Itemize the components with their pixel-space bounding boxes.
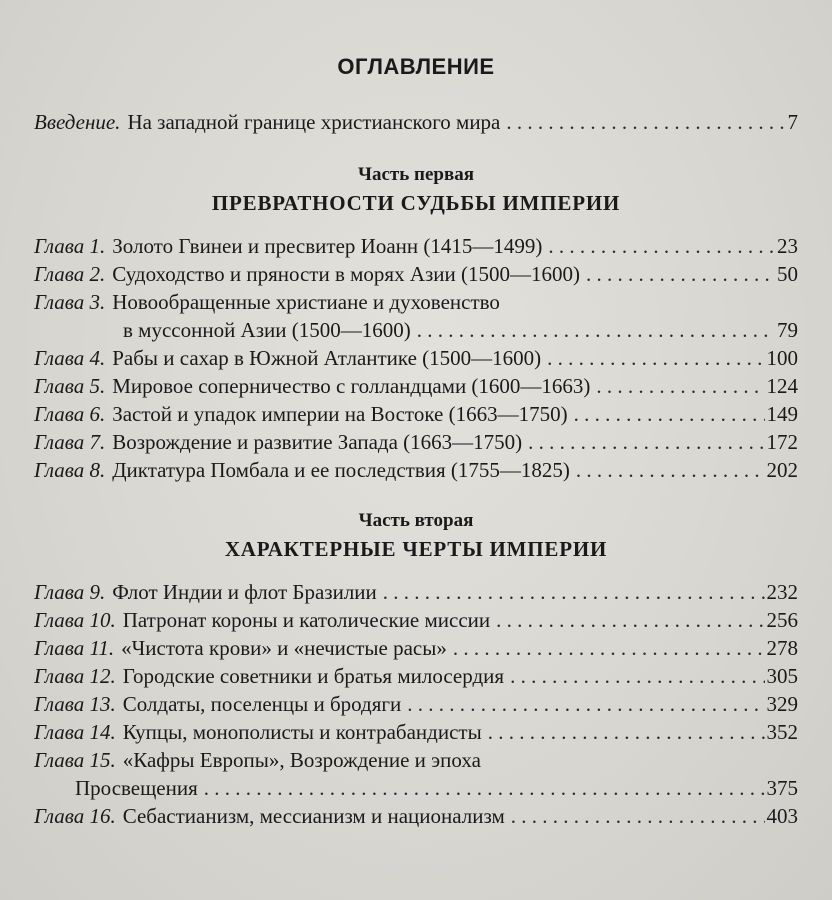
entry-label: Глава 8.	[34, 458, 106, 482]
entry-page-number: 256	[766, 608, 798, 632]
entry-label: Глава 2.	[34, 262, 106, 286]
entry-page-number: 375	[766, 776, 798, 800]
entry-label: Глава 12.	[34, 664, 116, 688]
entry-title-continuation: Просвещения	[75, 776, 198, 800]
entry-page-number: 149	[766, 402, 798, 426]
entry-page-number: 403	[766, 804, 798, 828]
entry-label: Глава 16.	[34, 804, 116, 828]
entry-label: Глава 15.	[34, 748, 116, 772]
dot-leader	[511, 802, 765, 830]
toc-entry	[34, 634, 798, 662]
dot-leader	[417, 316, 775, 344]
entry-title: Мировое соперничество с голландцами (1600—1663)	[112, 374, 591, 398]
dot-leader	[488, 718, 765, 746]
entry-title: Новообращенные христиане и духовенство	[112, 290, 500, 314]
entry-title: Диктатура Помбала и ее последствия (1755—1825)	[112, 458, 570, 482]
entry-page-number: 278	[766, 636, 798, 660]
toc-entry	[34, 260, 798, 288]
toc-entry	[34, 344, 798, 372]
dot-leader	[596, 372, 764, 400]
entry-title: Патронат короны и католические миссии	[122, 608, 491, 632]
toc-entry	[34, 232, 798, 260]
toc-entry	[34, 606, 798, 634]
entry-title: Рабы и сахар в Южной Атлантике (1500—1600)	[112, 346, 542, 370]
entry-title: «Кафры Европы», Возрождение и эпоха	[122, 748, 481, 772]
entry-title: Флот Индии и флот Бразилии	[112, 580, 377, 604]
entry-label: Глава 4.	[34, 346, 106, 370]
toc-entry-continuation	[34, 316, 798, 344]
entry-page-number: 329	[766, 692, 798, 716]
dot-leader	[574, 400, 765, 428]
toc-entry	[34, 400, 798, 428]
part1-chapter-list	[34, 232, 798, 484]
dot-leader	[204, 774, 765, 802]
entry-label: Глава 11.	[34, 636, 115, 660]
entry-label: Глава 13.	[34, 692, 116, 716]
dot-leader	[506, 108, 785, 136]
toc-title: ОГЛАВЛЕНИЕ	[337, 54, 495, 79]
entry-title: Возрождение и развитие Запада (1663—1750)	[112, 430, 523, 454]
part2-chapter-list	[34, 578, 798, 830]
entry-label: Глава 5.	[34, 374, 106, 398]
entry-page-number: 352	[766, 720, 798, 744]
entry-title: Купцы, монополисты и контрабандисты	[122, 720, 482, 744]
entry-label: Глава 3.	[34, 290, 106, 314]
entry-title: Судоходство и пряности в морях Азии (1500—1600)	[112, 262, 581, 286]
entry-label: Глава 9.	[34, 580, 106, 604]
toc-entry	[34, 578, 798, 606]
toc-entry-intro	[34, 108, 798, 136]
entry-title: Солдаты, поселенцы и бродяги	[122, 692, 402, 716]
toc-entry	[34, 690, 798, 718]
entry-page-number: 100	[766, 346, 798, 370]
entry-page-number: 305	[766, 664, 798, 688]
dot-leader	[510, 662, 764, 690]
toc-entry-first-line	[34, 746, 798, 774]
toc-entry-first-line	[34, 288, 798, 316]
entry-label: Глава 7.	[34, 430, 106, 454]
part-heading: Часть вторая	[358, 510, 474, 531]
entry-title: Золото Гвинеи и пресвитер Иоанн (1415—1499)	[112, 234, 543, 258]
entry-title: «Чистота крови» и «нечистые расы»	[121, 636, 447, 660]
entry-title: Городские советники и братья милосердия	[122, 664, 505, 688]
entry-page-number: 7	[787, 110, 798, 134]
part-heading: Часть первая	[358, 164, 474, 185]
entry-page-number: 172	[766, 430, 798, 454]
toc-entry	[34, 428, 798, 456]
entry-page-number: 50	[777, 262, 798, 286]
entry-label: Введение.	[34, 110, 121, 134]
toc-entry	[34, 718, 798, 746]
entry-page-number: 232	[766, 580, 798, 604]
entry-page-number: 23	[777, 234, 798, 258]
dot-leader	[453, 634, 765, 662]
entry-page-number: 202	[766, 458, 798, 482]
entry-title: На западной границе христианского мира	[127, 110, 501, 134]
entry-label: Глава 6.	[34, 402, 106, 426]
dot-leader	[496, 606, 764, 634]
entry-title-continuation: в муссонной Азии (1500—1600)	[123, 318, 411, 342]
toc-entry	[34, 802, 798, 830]
dot-leader	[407, 690, 764, 718]
entry-title: Себастианизм, мессианизм и национализм	[122, 804, 505, 828]
entry-label: Глава 1.	[34, 234, 106, 258]
entry-title: Застой и упадок империи на Востоке (1663—1750)	[112, 402, 568, 426]
dot-leader	[548, 232, 775, 260]
dot-leader	[528, 428, 764, 456]
part-title: ХАРАКТЕРНЫЕ ЧЕРТЫ ИМПЕРИИ	[224, 537, 608, 561]
dot-leader	[383, 578, 765, 606]
entry-page-number: 79	[777, 318, 798, 342]
toc-entry	[34, 456, 798, 484]
entry-label: Глава 14.	[34, 720, 116, 744]
entry-label: Глава 10.	[34, 608, 116, 632]
dot-leader	[586, 260, 775, 288]
dot-leader	[576, 456, 765, 484]
entry-page-number: 124	[766, 374, 798, 398]
toc-entry	[34, 372, 798, 400]
toc-entry-continuation	[34, 774, 798, 802]
dot-leader	[547, 344, 764, 372]
toc-entry	[34, 662, 798, 690]
part-title: ПРЕВРАТНОСТИ СУДЬБЫ ИМПЕРИИ	[211, 191, 621, 215]
